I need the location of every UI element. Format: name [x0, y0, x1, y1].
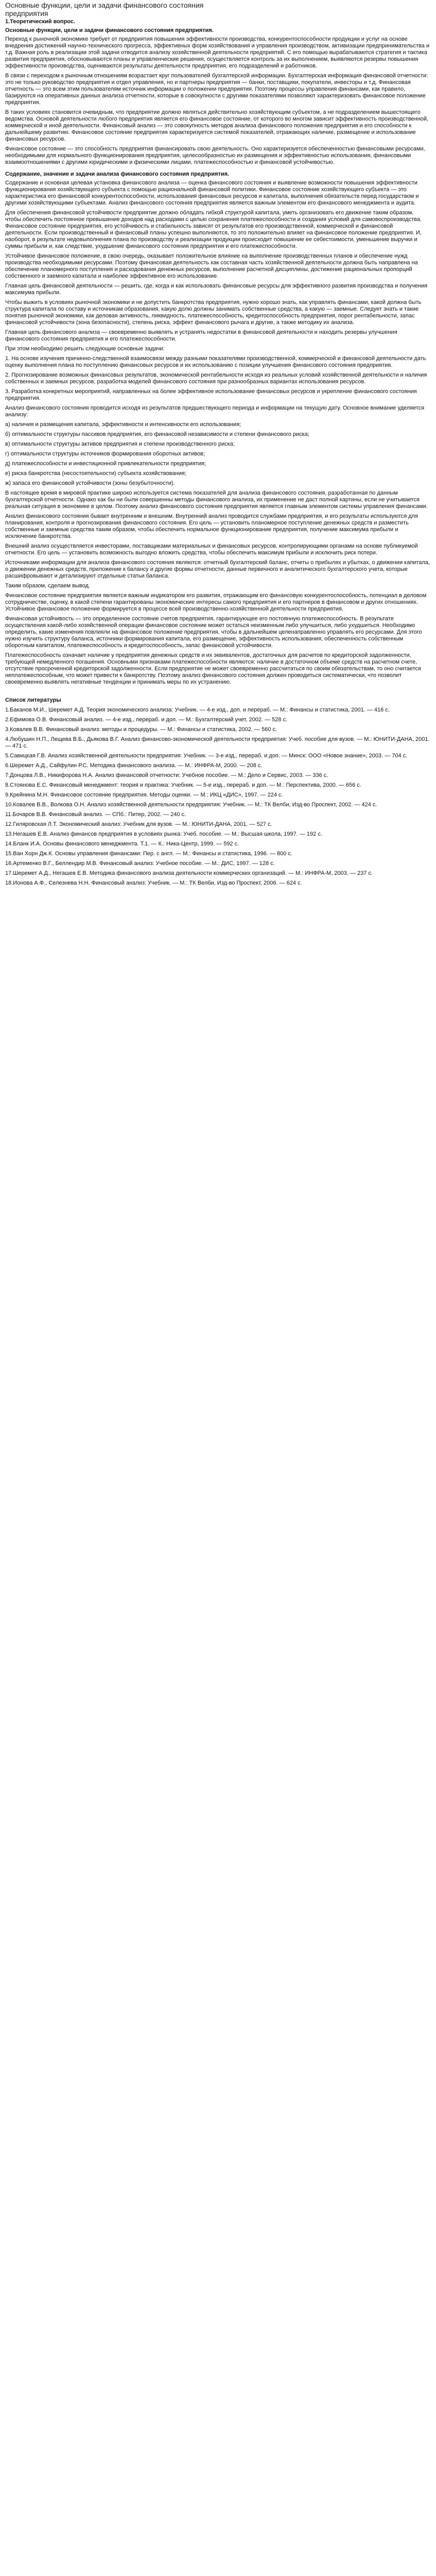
paragraph: Финансовая устойчивость — это определенное состояние счетов предприятия, гарантирующее его постоянную платежеспособность. В результате осуществления какой-либо хозяйственной операции финансовое состояние может остаться неизменным либо улучшиться, либо ухудшиться. Необходимо определить, какие изменения повлияли на финансовое положение предприятия, чтобы в дальнейшем целенаправленно управлять его ресурсами. Для этого нужно изучить структуру баланса, источники формирования капитала, его размещение, эффективность использования, обеспеченность собственным оборотным капиталом, платежеспособность и кредитоспособность, запас финансовой устойчивости.	[5, 616, 422, 649]
paragraph: В настоящее время в мировой практике широко используется система показателей для анализа финансового состояния, разработанная по данным бухгалтерской отчетности. Однако как бы ни были совершенны методы финансового анализа, их применение не даст полной картины, если не учитывается реальная ситуация в экономике в целом. Поэтому анализ финансового состояния предприятия является главным элементом системы управления финансами.	[5, 490, 428, 510]
paragraph: Устойчивое финансовое положение, в свою очередь, оказывает положительное влияние на выполнение производственных планов и обеспечение нужд производства необходимыми ресурсами. Поэтому финансовая деятельность как составная часть хозяйственной деятельности должна быть направлена на обеспечение планомерного поступления и расходования денежных ресурсов, выполнение расчетной дисциплины, достижение рациональных пропорций собственного и заемного капитала и наиболее эффективное его использование.	[5, 253, 418, 279]
reference-item: 12.Гиляровская Л.Т. Экономический анализ: Учебник для вузов. — М.: ЮНИТИ-ДАНА, 2001. — 527 с.	[5, 821, 272, 827]
references-list	[5, 707, 431, 887]
paragraph: Анализ финансового состояния проводится исходя из результатов предшествующего периода и информации на текущую дату. Основное внимание уделяется анализу:	[5, 405, 425, 418]
paragraph: Главная цель финансовой деятельности — решить, где, когда и как использовать финансовые ресурсы для эффективного развития производства и получения максимума прибыли.	[5, 283, 428, 296]
reference-item: 3.Ковалев В.В. Финансовый анализ: методы и процедуры. — М.: Финансы и статистика, 2002. — 560 с.	[5, 726, 277, 733]
paragraph: При этом необходимо решить следующие основные задачи:	[5, 346, 165, 352]
paragraph: В связи с переходом к рыночным отношениям возрастает круг пользователей бухгалтерской информации. Бухгалтерская информация финансовой отчетности: это не только руководство предприятия и отдел управления, но и партнеры предприятия — банки, поставщики, покупатели, инвесторы и т.д. Финансовая отчетность — это всем этим пользователям источник информации о положении предприятия. Поэтому процессы управления финансами, как правило, базируются на оперативных данных анализа отчетности, которые в совокупности с другими показателями позволяют характеризовать финансовое положение предприятия.	[5, 73, 428, 106]
paragraph: е) риска банкротства (несостоятельности) субъекта хозяйствования;	[5, 470, 186, 477]
paragraph: д) платежеспособности и инвестиционной привлекательности предприятия;	[5, 461, 206, 467]
document-body	[5, 27, 431, 686]
reference-item: 16.Артеменко В.Г., Беллендир М.В. Финансовый анализ: Учебное пособие. — М.: ДИС, 1997. — 128 с.	[5, 860, 275, 867]
paragraph: Главная цель финансового анализа — своевременно выявлять и устранять недостатки в финансовой деятельности и находить резервы улучшения финансового состояния предприятия и его платежеспособности.	[5, 329, 397, 342]
reference-item: 11.Бочаров В.В. Финансовый анализ. — СПб.: Питер, 2002. — 240 с.	[5, 811, 186, 818]
reference-item: 8.Стоянова Е.С. Финансовый менеджмент: теория и практика: Учебник. — 5-е изд., перераб. и доп. — М.: Перспектива, 2000. — 656 с.	[5, 782, 361, 788]
paragraph: Таким образом, сделаем вывод.	[5, 583, 90, 589]
document-page	[0, 0, 436, 921]
paragraph: Платежеспособность означает наличие у предприятия денежных средств и их эквивалентов, достаточных для расчетов по кредиторской задолженности, требующей немедленного погашения. Основными признаками платежеспособности являются: наличие в достаточном объеме средств на расчетном счете, отсутствие просроченной кредиторской задолженности. Если предприятие не может своевременно рассчитаться по своим обязательствам, то оно считается неплатежеспособным, что может привести к банкротству. Поэтому анализ финансового состояния должен проводиться систематически, что позволит своевременно выявлять негативные тенденции и принимать меры по их устранению.	[5, 652, 421, 685]
paragraph: Внешний анализ осуществляется инвесторами, поставщиками материальных и финансовых ресурсов, контролирующими органами на основе публикуемой отчетности. Его цель — установить возможность выгодно вложить средства, чтобы обеспечить максимум прибыли и исключить риск потери.	[5, 543, 418, 556]
page-title: Основные функции, цели и задачи финансового состояния предприятия	[5, 1, 204, 18]
paragraph: Содержание и основная целевая установка финансового анализа — оценка финансового состояния и выявление возможности повышения эффективности функционирования хозяйствующего субъекта с помощью рациональной финансовой политики. Финансовое состояние хозяйствующего субъекта — это характеристика его финансовой конкурентоспособности, использования финансовых ресурсов и капитала, выполнения обязательств перед государством и другими хозяйствующими субъектами. Анализ финансового состояния предприятия является важным элементом его финансового менеджмента и аудита.	[5, 180, 419, 206]
paragraph: а) наличия и размещения капитала, эффективности и интенсивности его использования;	[5, 421, 241, 428]
reference-item: 18.Ионова А.Ф., Селезнева Н.Н. Финансовый анализ: Учебник. — М.: ТК Велби, Изд-во Проспект, 2006. — 624 с.	[5, 880, 302, 886]
reference-item: 2.Ефимова О.В. Финансовый анализ. — 4-е изд., перераб. и доп. — М.: Бухгалтерский учет, 2002. — 528 с.	[5, 717, 288, 723]
paragraph: В таких условиях становится очевидным, что предприятие должно являться действительно хозяйствующим субъектом, а не подразделением вышестоящего ведомства. Основой деятельности любого предприятия является его финансовое состояние, от которого во многом зависит эффективность производственной, коммерческой и иной деятельности. Финансовый анализ — это совокупность методов анализа финансового положения предприятия и его способности к дальнейшему развитию. Финансовое состояние предприятия характеризуется системой показателей, отражающих наличие, размещение и использование финансовых ресурсов.	[5, 109, 429, 142]
reference-item: 17.Шеремет А.Д., Негашев Е.В. Методика финансового анализа деятельности коммерческих организаций. — М.: ИНФРА-М, 2003. — 237 с.	[5, 870, 373, 876]
intro-label: 1.Теоретический вопрос.	[5, 19, 76, 25]
reference-item: 1.Баканов М.И., Шеремет А.Д. Теория экономического анализа: Учебник. — 4-е изд., доп. и перераб. — М.: Финансы и статистика, 2001. — 416 с.	[5, 707, 390, 713]
section-heading: Основные функции, цели и задачи финансового состояния предприятия.	[5, 27, 214, 33]
reference-item: 14.Бланк И.А. Основы финансового менеджмента. Т.1. — К.: Ника-Центр, 1999. — 592 с.	[5, 841, 239, 847]
paragraph: Чтобы выжить в условиях рыночной экономики и не допустить банкротства предприятия, нужно хорошо знать, как управлять финансами, какой должна быть структура капитала по составу и источникам образования, какую долю должны занимать собственные средства, а какую — заемные. Следует знать и такие понятия рыночной экономики, как деловая активность, ликвидность, платежеспособность, кредитоспособность предприятия, порог рентабельности, запас финансовой устойчивости (зона безопасности), степень риска, эффект финансового рычага и другие, а также методику их анализа.	[5, 299, 422, 326]
paragraph: 2. Прогнозирование возможных финансовых результатов, экономической рентабельности исходя из реальных условий хозяйственной деятельности и наличия собственных и заемных ресурсов, разработка моделей финансового состояния при разнообразных вариантах использования ресурсов.	[5, 372, 427, 385]
paragraph: б) оптимальности структуры пассивов предприятия, его финансовой независимости и степени финансового риска;	[5, 431, 309, 437]
reference-item: 4.Любушин Н.П., Лещева В.Б., Дьякова В.Г. Анализ финансово-экономической деятельности предприятия: Учеб. пособие для вузов. — М.: ЮНИТИ-ДАНА, 2001. — 471 с.	[5, 736, 430, 749]
references-heading	[5, 697, 431, 704]
paragraph: Переход к рыночной экономике требует от предприятия повышения эффективности производства, конкурентоспособности продукции и услуг на основе внедрения достижений научно-технического прогресса, эффективных форм хозяйствования и управления производством, активизации предпринимательства и т.д. Важная роль в реализации этой задачи отводится анализу хозяйственной деятельности предприятий. С его помощью вырабатываются стратегия и тактика развития предприятия, обосновываются планы и управленческие решения, осуществляется контроль за их выполнением, выявляются резервы повышения эффективности производства, оцениваются результаты деятельности предприятия, его подразделений и работников.	[5, 36, 430, 69]
paragraph: Анализ финансового состояния бывает внутренним и внешним. Внутренний анализ проводится службами предприятия, и его результаты используются для планирования, контроля и прогнозирования финансового состояния. Его цель — установить планомерное поступление денежных средств и разместить собственные и заемные средства таким образом, чтобы обеспечить нормальное функционирование предприятия, получение максимума прибыли и исключение банкротства.	[5, 513, 418, 539]
reference-item: 10.Ковалев В.В., Волкова О.Н. Анализ хозяйственной деятельности предприятия: Учебник. — М.: ТК Велби, Изд-во Проспект, 2002. — 424 с.	[5, 802, 377, 808]
paragraph: 3. Разработка конкретных мероприятий, направленных на более эффективное использование финансовых ресурсов и укрепление финансового состояния предприятия.	[5, 388, 417, 401]
paragraph: в) оптимальности структуры активов предприятия и степени производственного риска;	[5, 441, 235, 447]
paragraph: Финансовое состояние предприятия является важным индикатором его развития, отражающим его финансовую конкурентоспособность, потенциал в деловом сотрудничестве, оценку, в какой степени гарантированы экономические интересы самого предприятия и его партнеров в финансовом и других отношениях. Устойчивое финансовое положение формируется в процессе всей производственно-хозяйственной деятельности предприятия.	[5, 592, 427, 612]
paragraph: Финансовое состояние — это способность предприятия финансировать свою деятельность. Оно характеризуется обеспеченностью финансовыми ресурсами, необходимыми для нормального функционирования предприятия, целесообразностью их размещения и эффективностью использования, финансовыми взаимоотношениями с другими юридическими и физическими лицами, платежеспособностью и финансовой устойчивостью.	[5, 146, 425, 165]
reference-item: 5.Савицкая Г.В. Анализ хозяйственной деятельности предприятия: Учебник. — 3-е изд., перераб. и доп. — Минск: ООО «Новое знание», 2003. — 704 с.	[5, 753, 408, 759]
reference-item: 6.Шеремет А.Д., Сайфулин Р.С. Методика финансового анализа. — М.: ИНФРА-М, 2000. — 208 с.	[5, 762, 263, 769]
references-heading-text: Список литературы	[5, 697, 61, 703]
paragraph: Для обеспечения финансовой устойчивости предприятие должно обладать гибкой структурой капитала, уметь организовать его движение таким образом, чтобы обеспечить постоянное превышение доходов над расходами с целью сохранения платежеспособности и создания условий для самовоспроизводства. Финансовое состояние предприятия, его устойчивость и стабильность зависят от результатов его производственной, коммерческой и финансовой деятельности. Если производственный и финансовый планы успешно выполняются, то это положительно влияет на финансовое положение предприятия. И, наоборот, в результате недовыполнения плана по производству и реализации продукции происходит повышение ее себестоимости, уменьшение выручки и суммы прибыли и, как следствие, ухудшение финансового состояния предприятия и его платежеспособности.	[5, 210, 422, 249]
paragraph: 1. На основе изучения причинно-следственной взаимосвязи между разными показателями производственной, коммерческой и финансовой деятельности дать оценку выполнения плана по поступлению финансовых ресурсов и их использованию с позиции улучшения финансового состояния предприятия.	[5, 355, 426, 368]
paragraph: ж) запаса его финансовой устойчивости (зоны безубыточности).	[5, 480, 175, 486]
reference-item: 13.Негашев Е.В. Анализ финансов предприятия в условиях рынка: Учеб. пособие. — М.: Высшая школа, 1997. — 192 с.	[5, 831, 322, 837]
reference-item: 15.Ван Хорн Дж.К. Основы управления финансами: Пер. с англ. — М.: Финансы и статистика, 1996. — 800 с.	[5, 851, 293, 857]
reference-item: 7.Донцова Л.В., Никифорова Н.А. Анализ финансовой отчетности: Учебное пособие. — М.: Дело и Сервис, 2003. — 336 с.	[5, 772, 328, 778]
reference-item: 9.Крейнина М.Н. Финансовое состояние предприятия. Методы оценки. — М.: ИКЦ «ДИС», 1997. — 224 с.	[5, 792, 283, 798]
section-heading: Содержание, значение и задачи анализа финансового состояния предприятия.	[5, 171, 230, 177]
paragraph: г) оптимальности структуры источников формирования оборотных активов;	[5, 451, 205, 457]
paragraph: Источниками информации для анализа финансового состояния являются: отчетный бухгалтерский баланс, отчеты о прибылях и убытках, о движении капитала, о движении денежных средств, приложение к балансу и другие формы отчетности, данные первичного и аналитического бухгалтерского учета, которые расшифровывают и детализируют отдельные статьи баланса.	[5, 560, 430, 579]
